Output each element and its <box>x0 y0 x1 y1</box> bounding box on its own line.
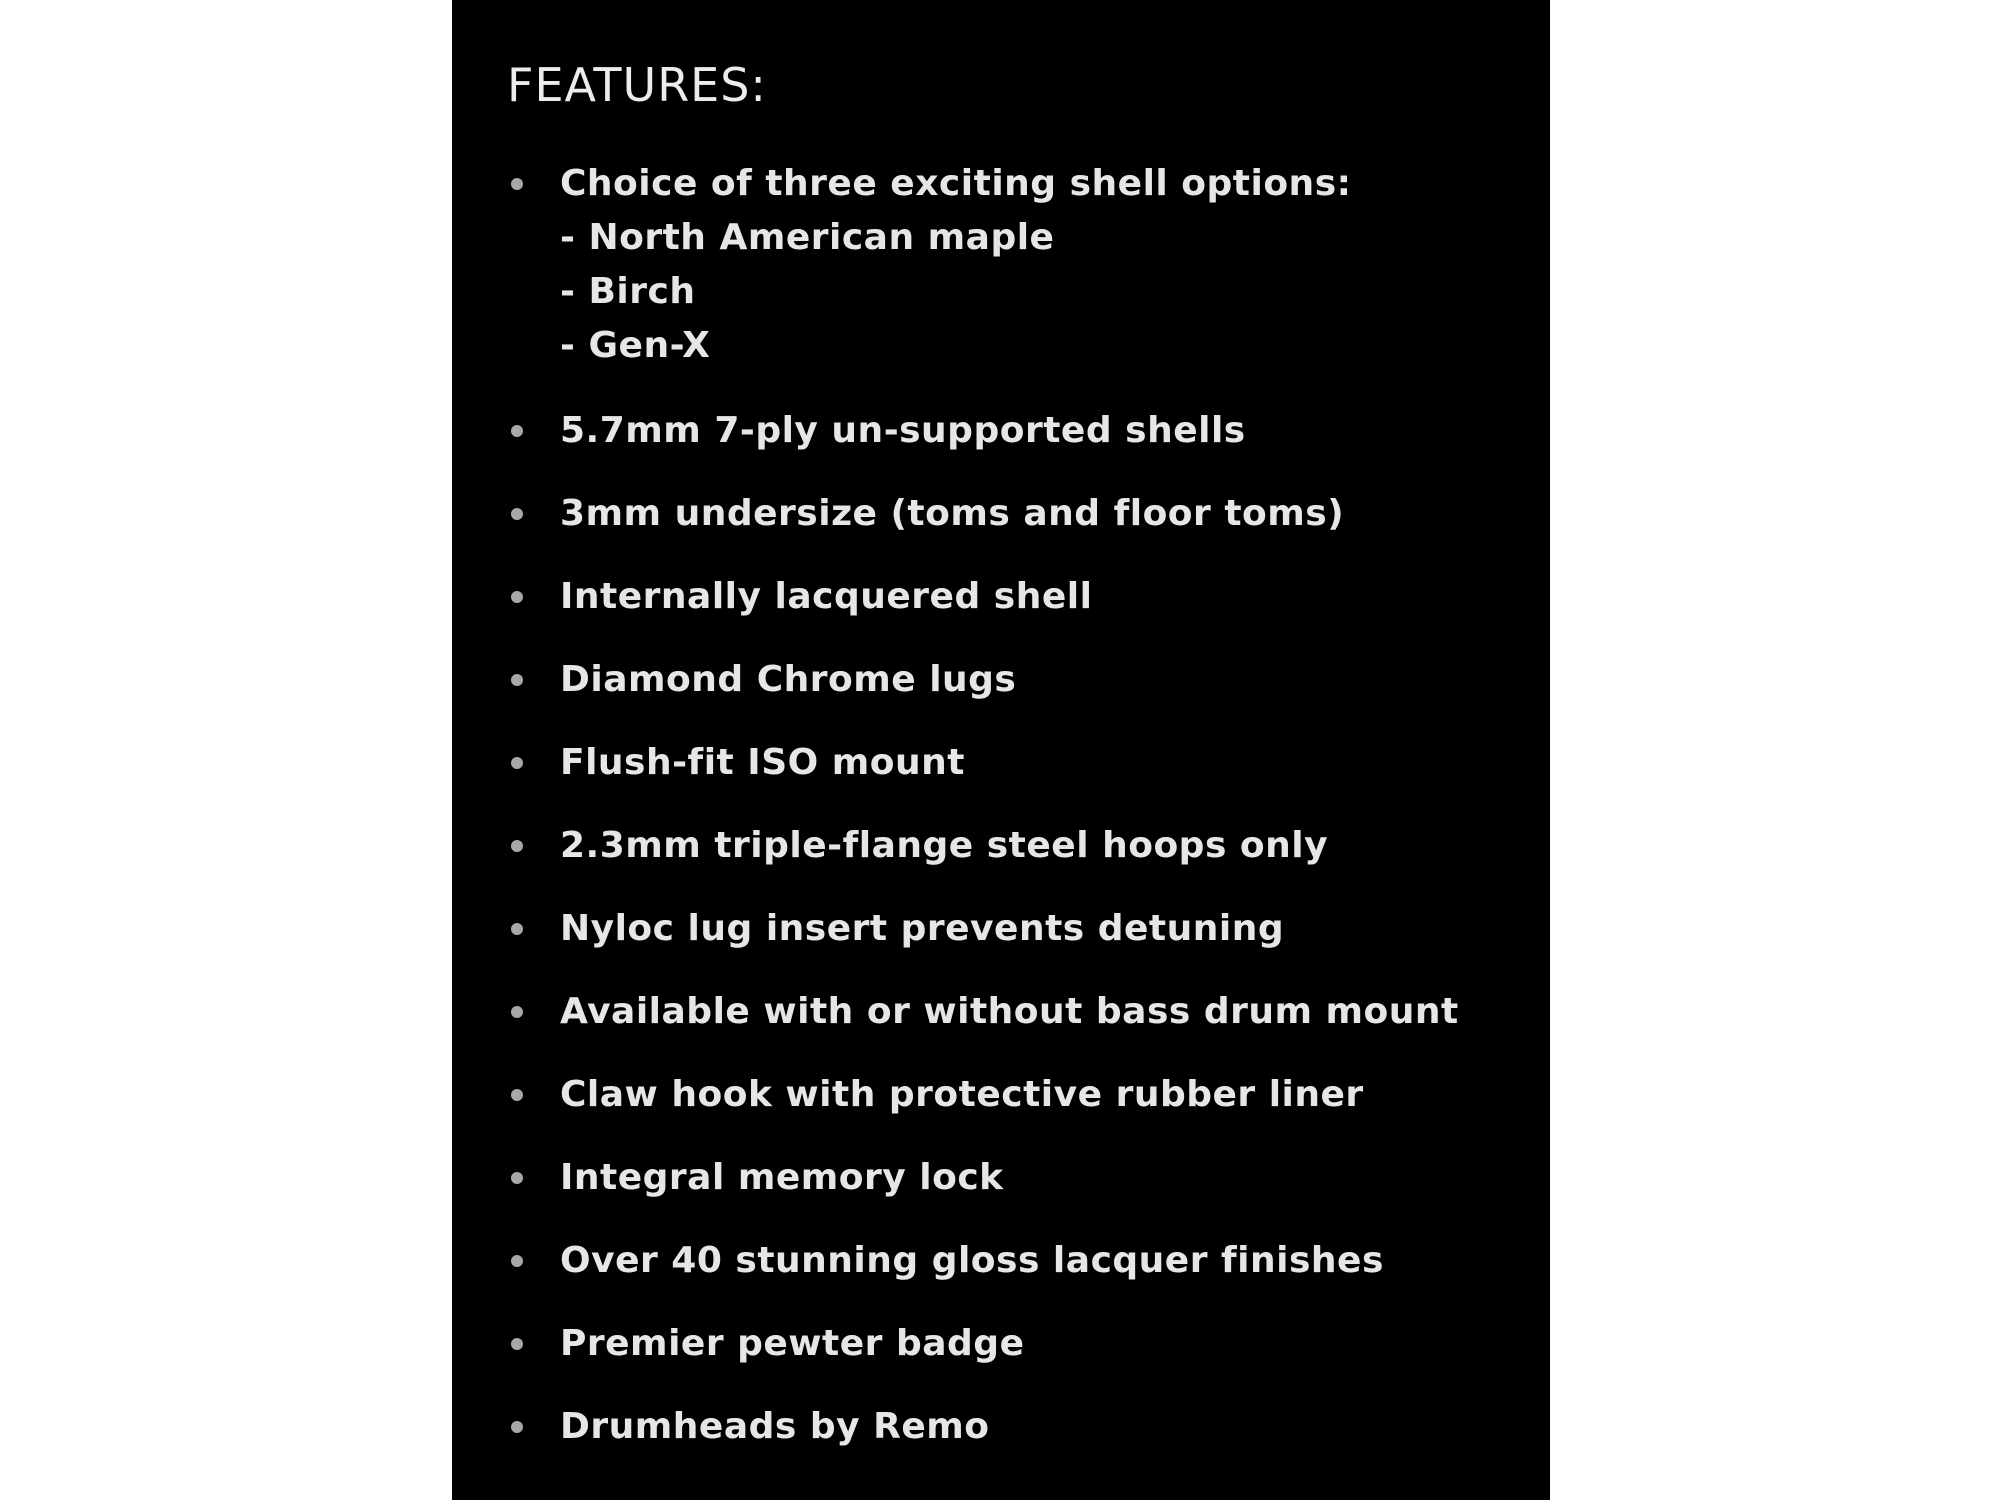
feature-item <box>560 1317 1024 1371</box>
feature-text: Nyloc lug insert prevents detuning <box>560 908 1285 949</box>
feature-item <box>560 736 965 790</box>
feature-text: Integral memory lock <box>560 1157 1004 1198</box>
feature-item <box>560 1400 990 1454</box>
bullet-icon <box>511 923 523 935</box>
feature-text: Premier pewter badge <box>560 1323 1025 1364</box>
feature-text: Diamond Chrome lugs <box>560 659 1017 700</box>
feature-text: Choice of three exciting shell options: <box>560 163 1352 204</box>
feature-text: Available with or without bass drum mount <box>560 991 1459 1032</box>
bullet-icon <box>511 508 523 520</box>
feature-text: 2.3mm triple-flange steel hoops only <box>560 825 1329 866</box>
feature-item-shell-options <box>560 157 1352 373</box>
bullet-icon <box>511 1006 523 1018</box>
feature-item <box>560 570 1092 624</box>
bullet-icon <box>511 757 523 769</box>
bullet-icon <box>511 178 523 190</box>
feature-text: 3mm undersize (toms and floor toms) <box>560 493 1345 534</box>
shell-option-birch: - Birch <box>560 271 696 312</box>
feature-text: 5.7mm 7-ply un-supported shells <box>560 410 1246 451</box>
bullet-icon <box>511 1421 523 1433</box>
bullet-icon <box>511 1338 523 1350</box>
bullet-icon <box>511 1255 523 1267</box>
feature-text: Flush-fit ISO mount <box>560 742 965 783</box>
bullet-icon <box>511 425 523 437</box>
feature-item <box>560 902 1284 956</box>
shell-option-genx: - Gen-X <box>560 325 711 366</box>
feature-item <box>560 985 1459 1039</box>
shell-option-maple: - North American maple <box>560 217 1055 258</box>
feature-text: Over 40 stunning gloss lacquer finishes <box>560 1240 1384 1281</box>
features-panel <box>452 0 1550 1500</box>
feature-item <box>560 487 1344 541</box>
bullet-icon <box>511 591 523 603</box>
bullet-icon <box>511 674 523 686</box>
feature-item <box>560 404 1246 458</box>
feature-text: Drumheads by Remo <box>560 1406 990 1447</box>
bullet-icon <box>511 1172 523 1184</box>
features-heading: FEATURES: <box>507 58 767 112</box>
bullet-icon <box>511 840 523 852</box>
feature-item <box>560 1234 1384 1288</box>
bullet-icon <box>511 1089 523 1101</box>
feature-text: Claw hook with protective rubber liner <box>560 1074 1364 1115</box>
feature-item <box>560 1068 1364 1122</box>
feature-item <box>560 1151 1004 1205</box>
feature-text: Internally lacquered shell <box>560 576 1093 617</box>
feature-item <box>560 819 1328 873</box>
feature-item <box>560 653 1016 707</box>
